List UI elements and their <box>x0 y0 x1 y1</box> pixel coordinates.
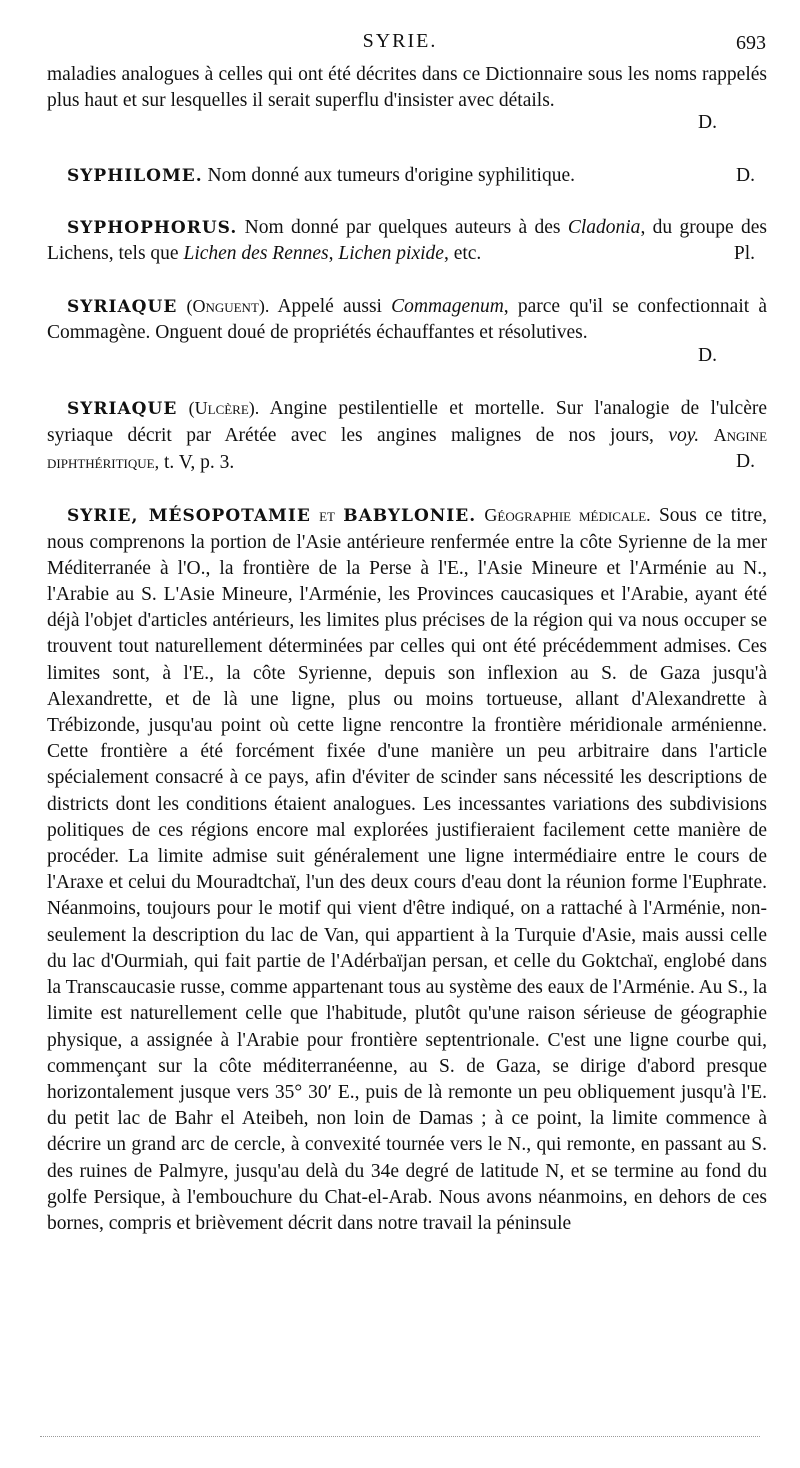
entry-head: SYRIAQUE <box>67 297 178 318</box>
entry-syphophorus <box>47 215 767 267</box>
entry-text: Nom donné aux tumeurs d'origine syphilitique. <box>207 164 576 186</box>
entry-author: D. <box>736 164 755 186</box>
running-title: SYRIE. <box>362 30 438 52</box>
entry-italic: Cladonia <box>567 216 641 238</box>
entry-cross-reference: Angine diphthéritique, <box>47 425 768 473</box>
entry-qualifier: Géographie médicale. <box>484 505 651 526</box>
entry-author: D. <box>698 344 717 366</box>
entry-italic: voy. <box>668 425 700 447</box>
continuation-author: D. <box>698 112 717 134</box>
running-head <box>0 30 800 60</box>
entry-text: , parce qu'il se confectionnait à Commagène. Onguent doué de propriétés échauffantes et résolutives. <box>47 296 767 344</box>
entry-text: , du groupe des Lichens, tels que <box>47 216 767 265</box>
entry-head: SYPHILOME. <box>67 165 203 186</box>
entry-text: Angine pestilentielle et mortelle. Sur l'analogie de l'ulcère syriaque décrit par Arétée avec les angines malignes de nos jours, <box>47 397 768 447</box>
continuation-text: maladies analogues à celles qui ont été décrites dans ce Dictionnaire sous les noms rappelés plus haut et sur lesquelles il serait superflu d'insister avec détails. <box>47 64 767 112</box>
entry-text: Appelé aussi <box>277 296 382 318</box>
page-content <box>47 62 767 1237</box>
entry-author: D. <box>736 451 755 473</box>
entry-italic: Lichen pixide <box>338 243 444 265</box>
entry-qualifier: (Ulcère). <box>188 397 260 418</box>
entry-text: , <box>328 243 334 265</box>
entry-text: Nom donné par quelques auteurs à des <box>244 216 561 238</box>
entry-italic: Commagenum <box>391 296 504 318</box>
entry-syphilome <box>47 163 767 189</box>
entry-text: , etc. <box>443 243 482 265</box>
entry-author: Pl. <box>733 243 755 265</box>
bottom-rule <box>40 1436 760 1437</box>
page-number: 693 <box>736 32 766 54</box>
entry-head-joiner: et <box>319 505 335 526</box>
entry-text: Sous ce titre, nous comprenons la portion de l'Asie antérieure renfermée entre la côte Syrienne de la mer Méditerranée à l'O., la frontière de la Perse à l'E., l'Asie Mineure et l'Arménie au N., l'Arabie au S. L'Asie Mineure, l'Arménie, les Provinces caucasiques et l'Arabie, ayant été déjà l'objet d'articles antérieurs, les limites plus précises de la région qui va nous occuper se trouvent tout naturellement déterminées par celles qui ont été précédemment admises. Ces limites sont, à l'E., la côte Syrienne, depuis son inflexion au S. de Gaza jusqu'à Alexandrette, et de là une ligne, plus ou moins tortueuse, allant d'Alexandrette à Trébizonde, jusqu'au point où cette ligne rencontre la frontière méridionale arménienne. Cette frontière a été forcément fixée d'une manière un peu arbitraire dans l'article spécialement consacré à ce pays, afin d'éviter de scinder sans nécessité les descriptions de districts dont les conditions étaient analogues. Les incessantes variations des subdivisions politiques de ces régions encore mal explorées justifieraient facilement cette manière de procéder. La limite admise suit généralement une ligne intermédiaire entre le cours de l'Araxe et celui du Mouradtchaï, l'un des deux cours d'eau dont la réunion forme l'Euphrate. Néanmoins, toujours pour le motif qui vient d'être indiqué, on a rattaché à l'Arménie, non-seulement la description du lac de Van, qui appartient à la Turquie d'Asie, mais aussi celle du lac d'Ourmiah, qui fait partie de l'Adérbaïjan persan, et celle du Goktchaï, englobé dans la Transcaucasie russe, comme appartenant tous au système des eaux de l'Arménie. Au S., la limite est naturellement celle que l'habitude, plutôt qu'une raison sérieuse de géographie physique, a assignée à l'Arabie pour frontière septentrionale. C'est une ligne courbe qui, commençant sur la côte méditerranéenne, au S. de Gaza, se dirige d'abord presque horizontalement jusque vers 35° 30′ E., puis de là remonte un peu obliquement jusqu'à l'E. du petit lac de Bahr el Ateibeh, non loin de Damas ; à ce point, la limite commence à décrire un grand arc de cercle, à convexité tournée vers le N., qui remonte, en passant au S. des ruines de Palmyre, jusqu'au delà du 34e degré de latitude N, et se termine au fond du golfe Persique, à l'embouchure du Chat-el-Arab. Nous avons néanmoins, en dehors de ces bornes, compris et brièvement décrit dans notre travail la péninsule <box>47 505 768 1234</box>
entry-syrie-mesopotamie-babylonie <box>47 502 767 1237</box>
entry-text: t. V, p. 3. <box>163 452 235 474</box>
entry-head: SYRIAQUE <box>67 398 178 419</box>
entry-head-2: BABYLONIE. <box>343 506 477 527</box>
entry-qualifier: (Onguent). <box>186 296 270 317</box>
entry-italic: Lichen des Rennes <box>183 243 329 265</box>
entry-syriaque-ulcere <box>47 395 767 477</box>
entry-syriaque-onguent <box>47 293 767 346</box>
entry-head: SYRIE, MÉSOPOTAMIE <box>67 506 311 527</box>
entry-head: SYPHOPHORUS. <box>67 217 238 238</box>
continuation-paragraph <box>47 62 767 114</box>
